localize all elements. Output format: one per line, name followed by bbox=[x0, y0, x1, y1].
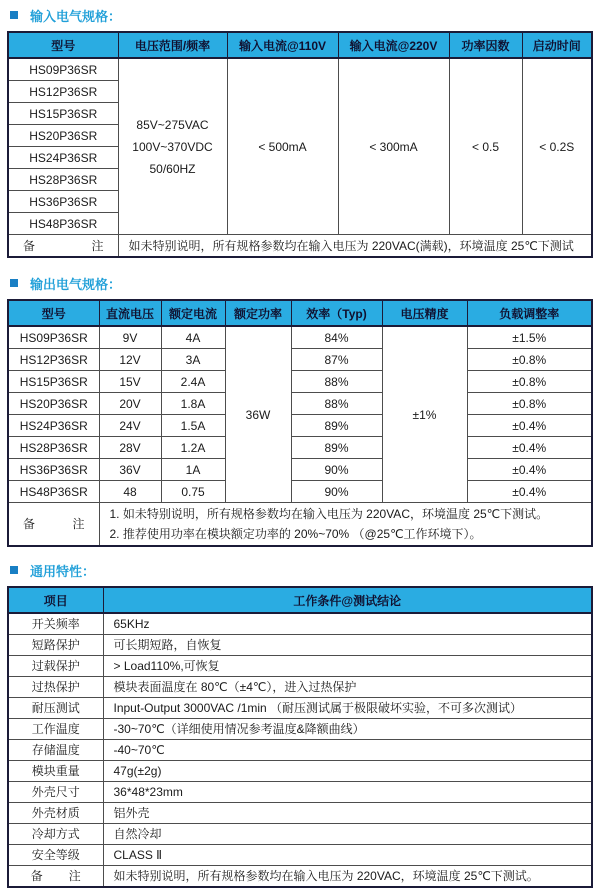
value-cell: 铝外壳 bbox=[103, 803, 592, 824]
model-cell: HS36P36SR bbox=[8, 459, 99, 481]
remark-row bbox=[8, 503, 592, 547]
remark-label-cell bbox=[8, 235, 118, 258]
efficiency-cell: 88% bbox=[291, 393, 382, 415]
efficiency-cell: 90% bbox=[291, 481, 382, 503]
model-cell: HS12P36SR bbox=[8, 349, 99, 371]
table-row bbox=[8, 58, 592, 81]
dc-voltage-cell: 15V bbox=[99, 371, 161, 393]
value-cell: 65KHz bbox=[103, 613, 592, 635]
general-spec-table bbox=[7, 586, 593, 888]
item-cell: 过载保护 bbox=[8, 656, 103, 677]
rated-current-cell: 1.5A bbox=[161, 415, 225, 437]
section-title-output-text: 输出电气规格： bbox=[30, 276, 122, 292]
remark-line: 1. 如未特别说明，所有规格参数均在输入电压为 220VAC，环境温度 25℃下测试。 bbox=[109, 507, 549, 521]
remark-text-cell: 如未特别说明，所有规格参数均在输入电压为 220VAC(满载)，环境温度 25℃下测试 bbox=[118, 235, 592, 258]
model-cell: HS20P36SR bbox=[8, 393, 99, 415]
remark-label-char: 备 bbox=[23, 517, 36, 531]
efficiency-cell: 90% bbox=[291, 459, 382, 481]
col-header-voltage-range: 电压范围/频率 bbox=[118, 32, 227, 58]
efficiency-cell: 88% bbox=[291, 371, 382, 393]
item-cell: 外壳材质 bbox=[8, 803, 103, 824]
table-row bbox=[8, 719, 592, 740]
rated-current-cell: 1A bbox=[161, 459, 225, 481]
col-header-model: 型号 bbox=[8, 300, 99, 326]
section-gap bbox=[0, 258, 600, 274]
item-cell: 安全等级 bbox=[8, 845, 103, 866]
col-header-efficiency: 效率（Typ) bbox=[291, 300, 382, 326]
item-cell: 存储温度 bbox=[8, 740, 103, 761]
item-cell: 工作温度 bbox=[8, 719, 103, 740]
item-cell: 过热保护 bbox=[8, 677, 103, 698]
model-cell: HS24P36SR bbox=[8, 147, 118, 169]
col-header-condition: 工作条件@测试结论 bbox=[103, 587, 592, 613]
table-row bbox=[8, 393, 592, 415]
table-row bbox=[8, 459, 592, 481]
table-row bbox=[8, 782, 592, 803]
load-regulation-cell: ±0.4% bbox=[467, 415, 592, 437]
value-cell: -40~70℃ bbox=[103, 740, 592, 761]
output-header-row bbox=[8, 300, 592, 326]
table-row bbox=[8, 613, 592, 635]
remark-label bbox=[13, 515, 95, 533]
load-regulation-cell: ±0.8% bbox=[467, 371, 592, 393]
load-regulation-cell: ±0.8% bbox=[467, 393, 592, 415]
table-row bbox=[8, 371, 592, 393]
remark-text-cell bbox=[99, 503, 592, 547]
load-regulation-cell: ±0.4% bbox=[467, 437, 592, 459]
load-regulation-cell: ±0.8% bbox=[467, 349, 592, 371]
rated-current-cell: 3A bbox=[161, 349, 225, 371]
general-header-row bbox=[8, 587, 592, 613]
table-row bbox=[8, 740, 592, 761]
col-header-item: 项目 bbox=[8, 587, 103, 613]
item-cell: 短路保护 bbox=[8, 635, 103, 656]
output-spec-table bbox=[7, 299, 593, 547]
table-row bbox=[8, 824, 592, 845]
model-cell: HS36P36SR bbox=[8, 191, 118, 213]
item-cell: 冷却方式 bbox=[8, 824, 103, 845]
rated-current-cell: 1.8A bbox=[161, 393, 225, 415]
remark-label-char: 备 bbox=[30, 869, 43, 883]
section-title-output bbox=[10, 274, 600, 292]
section-title-input-text: 输入电气规格： bbox=[30, 8, 122, 24]
table-row bbox=[8, 415, 592, 437]
col-header-current-220v: 输入电流@220V bbox=[338, 32, 449, 58]
remark-line: 2. 推荐使用功率在模块额定功率的 20%~70% （@25℃工作环境下）。 bbox=[109, 527, 482, 541]
item-cell: 外壳尺寸 bbox=[8, 782, 103, 803]
input-header-row bbox=[8, 32, 592, 58]
voltage-range-line: 100V~370VDC bbox=[132, 139, 213, 154]
load-regulation-cell: ±0.4% bbox=[467, 459, 592, 481]
table-row bbox=[8, 698, 592, 719]
value-cell: 36*48*23mm bbox=[103, 782, 592, 803]
voltage-range-cell bbox=[118, 58, 227, 235]
model-cell: HS48P36SR bbox=[8, 213, 118, 235]
value-cell: Input-Output 3000VAC /1min （耐压测试属于极限破坏实验，不可多次测试） bbox=[103, 698, 592, 719]
table-row bbox=[8, 845, 592, 866]
col-header-rated-power: 额定功率 bbox=[225, 300, 291, 326]
rated-current-cell: 4A bbox=[161, 326, 225, 349]
efficiency-cell: 87% bbox=[291, 349, 382, 371]
col-header-load-regulation: 负载调整率 bbox=[467, 300, 592, 326]
remark-row bbox=[8, 866, 592, 888]
col-header-voltage-precision: 电压精度 bbox=[382, 300, 467, 326]
section-title-input bbox=[10, 6, 600, 24]
input-current-110v-cell: < 500mA bbox=[227, 58, 338, 235]
power-factor-cell: < 0.5 bbox=[449, 58, 522, 235]
input-spec-table bbox=[7, 31, 593, 258]
col-header-dc-voltage: 直流电压 bbox=[99, 300, 161, 326]
item-cell: 耐压测试 bbox=[8, 698, 103, 719]
section-title-general-text: 通用特性： bbox=[30, 563, 96, 579]
efficiency-cell: 89% bbox=[291, 415, 382, 437]
remark-text-cell: 如未特别说明，所有规格参数均在输入电压为 220VAC，环境温度 25℃下测试。 bbox=[103, 866, 592, 888]
dc-voltage-cell: 24V bbox=[99, 415, 161, 437]
efficiency-cell: 84% bbox=[291, 326, 382, 349]
model-cell: HS28P36SR bbox=[8, 437, 99, 459]
col-header-power-factor: 功率因数 bbox=[449, 32, 522, 58]
dc-voltage-cell: 12V bbox=[99, 349, 161, 371]
square-bullet-icon bbox=[10, 11, 18, 19]
dc-voltage-cell: 48 bbox=[99, 481, 161, 503]
model-cell: HS09P36SR bbox=[8, 326, 99, 349]
efficiency-cell: 89% bbox=[291, 437, 382, 459]
value-cell: > Load110%,可恢复 bbox=[103, 656, 592, 677]
col-header-startup-time: 启动时间 bbox=[522, 32, 592, 58]
square-bullet-icon bbox=[10, 566, 18, 574]
table-row bbox=[8, 761, 592, 782]
table-row bbox=[8, 326, 592, 349]
model-cell: HS28P36SR bbox=[8, 169, 118, 191]
dc-voltage-cell: 9V bbox=[99, 326, 161, 349]
table-row bbox=[8, 481, 592, 503]
remark-label-char: 注 bbox=[68, 869, 81, 883]
remark-label-char: 注 bbox=[72, 517, 85, 531]
section-gap bbox=[0, 547, 600, 561]
table-row bbox=[8, 656, 592, 677]
rated-power-cell: 36W bbox=[225, 326, 291, 503]
model-cell: HS20P36SR bbox=[8, 125, 118, 147]
remark-label-char: 注 bbox=[91, 238, 104, 253]
col-header-rated-current: 额定电流 bbox=[161, 300, 225, 326]
dc-voltage-cell: 20V bbox=[99, 393, 161, 415]
item-cell: 开关频率 bbox=[8, 613, 103, 635]
input-current-220v-cell: < 300mA bbox=[338, 58, 449, 235]
table-row bbox=[8, 677, 592, 698]
model-cell: HS09P36SR bbox=[8, 58, 118, 81]
model-cell: HS15P36SR bbox=[8, 103, 118, 125]
voltage-range-line: 85V~275VAC bbox=[136, 117, 209, 132]
model-cell: HS48P36SR bbox=[8, 481, 99, 503]
voltage-range-line: 50/60HZ bbox=[149, 161, 196, 176]
value-cell: 47g(±2g) bbox=[103, 761, 592, 782]
remark-label bbox=[13, 867, 99, 885]
voltage-precision-cell: ±1% bbox=[382, 326, 467, 503]
value-cell: -30~70℃（详细使用情况参考温度&降额曲线） bbox=[103, 719, 592, 740]
section-title-general bbox=[10, 561, 600, 579]
load-regulation-cell: ±1.5% bbox=[467, 326, 592, 349]
remark-label-cell bbox=[8, 866, 103, 888]
model-cell: HS12P36SR bbox=[8, 81, 118, 103]
remark-row bbox=[8, 235, 592, 258]
item-cell: 模块重量 bbox=[8, 761, 103, 782]
col-header-current-110v: 输入电流@110V bbox=[227, 32, 338, 58]
remark-label-cell bbox=[8, 503, 99, 547]
dc-voltage-cell: 28V bbox=[99, 437, 161, 459]
table-row bbox=[8, 635, 592, 656]
table-row bbox=[8, 803, 592, 824]
value-cell: 可长期短路，自恢复 bbox=[103, 635, 592, 656]
value-cell: 自然冷却 bbox=[103, 824, 592, 845]
col-header-model: 型号 bbox=[8, 32, 118, 58]
remark-label-char: 备 bbox=[23, 238, 36, 253]
dc-voltage-cell: 36V bbox=[99, 459, 161, 481]
remark-label bbox=[13, 237, 114, 255]
value-cell: 模块表面温度在 80℃（±4℃），进入过热保护 bbox=[103, 677, 592, 698]
model-cell: HS15P36SR bbox=[8, 371, 99, 393]
rated-current-cell: 1.2A bbox=[161, 437, 225, 459]
value-cell: CLASS Ⅱ bbox=[103, 845, 592, 866]
load-regulation-cell: ±0.4% bbox=[467, 481, 592, 503]
startup-time-cell: < 0.2S bbox=[522, 58, 592, 235]
rated-current-cell: 0.75 bbox=[161, 481, 225, 503]
square-bullet-icon bbox=[10, 279, 18, 287]
model-cell: HS24P36SR bbox=[8, 415, 99, 437]
table-row bbox=[8, 437, 592, 459]
rated-current-cell: 2.4A bbox=[161, 371, 225, 393]
table-row bbox=[8, 349, 592, 371]
